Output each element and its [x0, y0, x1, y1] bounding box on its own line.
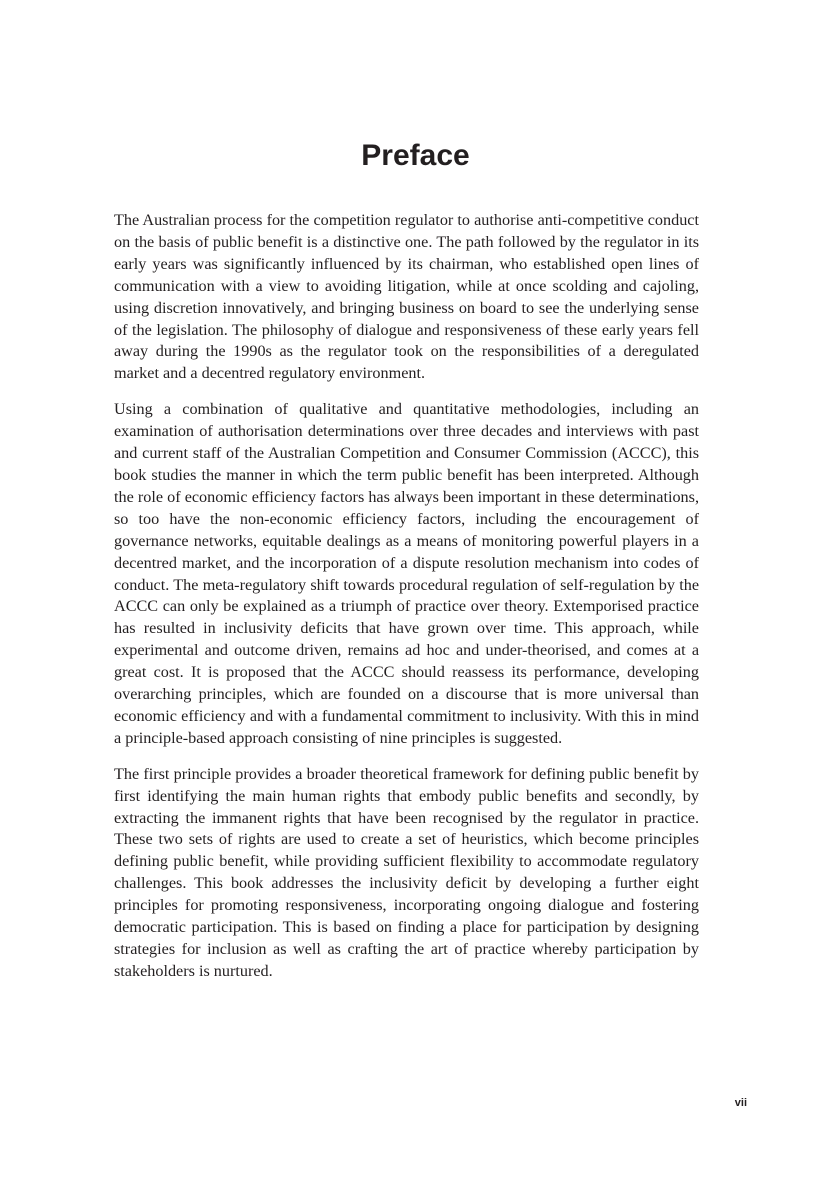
paragraph: The first principle provides a broader theoretical framework for defining public benefit by first identifying the main human rights that embody public benefits and secondly, by extracting the immanent rights that have been recognised by the regulator in practice. These two sets of rights are used to create a set of heuristics, which become principles defining public benefit, while providing sufficient flexibility to accommodate regulatory challenges. This book addresses the inclusivity deficit by developing a further eight principles for promoting responsiveness, incorporating ongoing dialogue and fostering democratic participation. This is based on finding a place for participation by designing strategies for inclusion as well as crafting the art of practice whereby participation by stakeholders is nurtured. — [114, 764, 699, 980]
paragraph: Using a combination of qualitative and quantitative methodologies, including an examination of authorisation determinations over three decades and interviews with past and current staff of the Australian Competition and Consumer Commission (ACCC), this book studies the manner in which the term public benefit has been interpreted. Although the role of economic efficiency factors has always been important in these determinations, so too have the non-economic efficiency factors, including the encouragement of governance networks, equitable dealings as a means of monitoring powerful players in a decentred market, and the incorporation of a dispute resolution mechanism into codes of conduct. The meta-regulatory shift towards procedural regulation of self-regulation by the ACCC can only be explained as a triumph of practice over theory. Extemporised practice has resulted in inclusivity deficits that have grown over time. This approach, while experimental and outcome driven, remains ad hoc and under-theorised, and comes at a great cost. It is proposed that the ACCC should reassess its performance, developing overarching principles, which are founded on a discourse that is more universal than economic efficiency and with a fundamental commitment to inclusivity. With this in mind a principle-based approach consisting of nine principles is suggested. — [114, 400, 699, 747]
preface-body — [114, 210, 699, 997]
page-title: Preface — [361, 139, 470, 172]
page-number: vii — [734, 1097, 747, 1109]
paragraph: The Australian process for the competition regulator to authorise anti-competitive conduct on the basis of public benefit is a distinctive one. The path followed by the regulator in its early years was significantly influenced by its chairman, who established open lines of communication with a view to avoiding litigation, while at once scolding and cajoling, using discretion innovatively, and bringing business on board to see the underlying sense of the legislation. The philosophy of dialogue and responsiveness of these early years fell away during the 1990s as the regulator took on the responsibilities of a deregulated market and a decentred regulatory environment. — [114, 211, 699, 383]
